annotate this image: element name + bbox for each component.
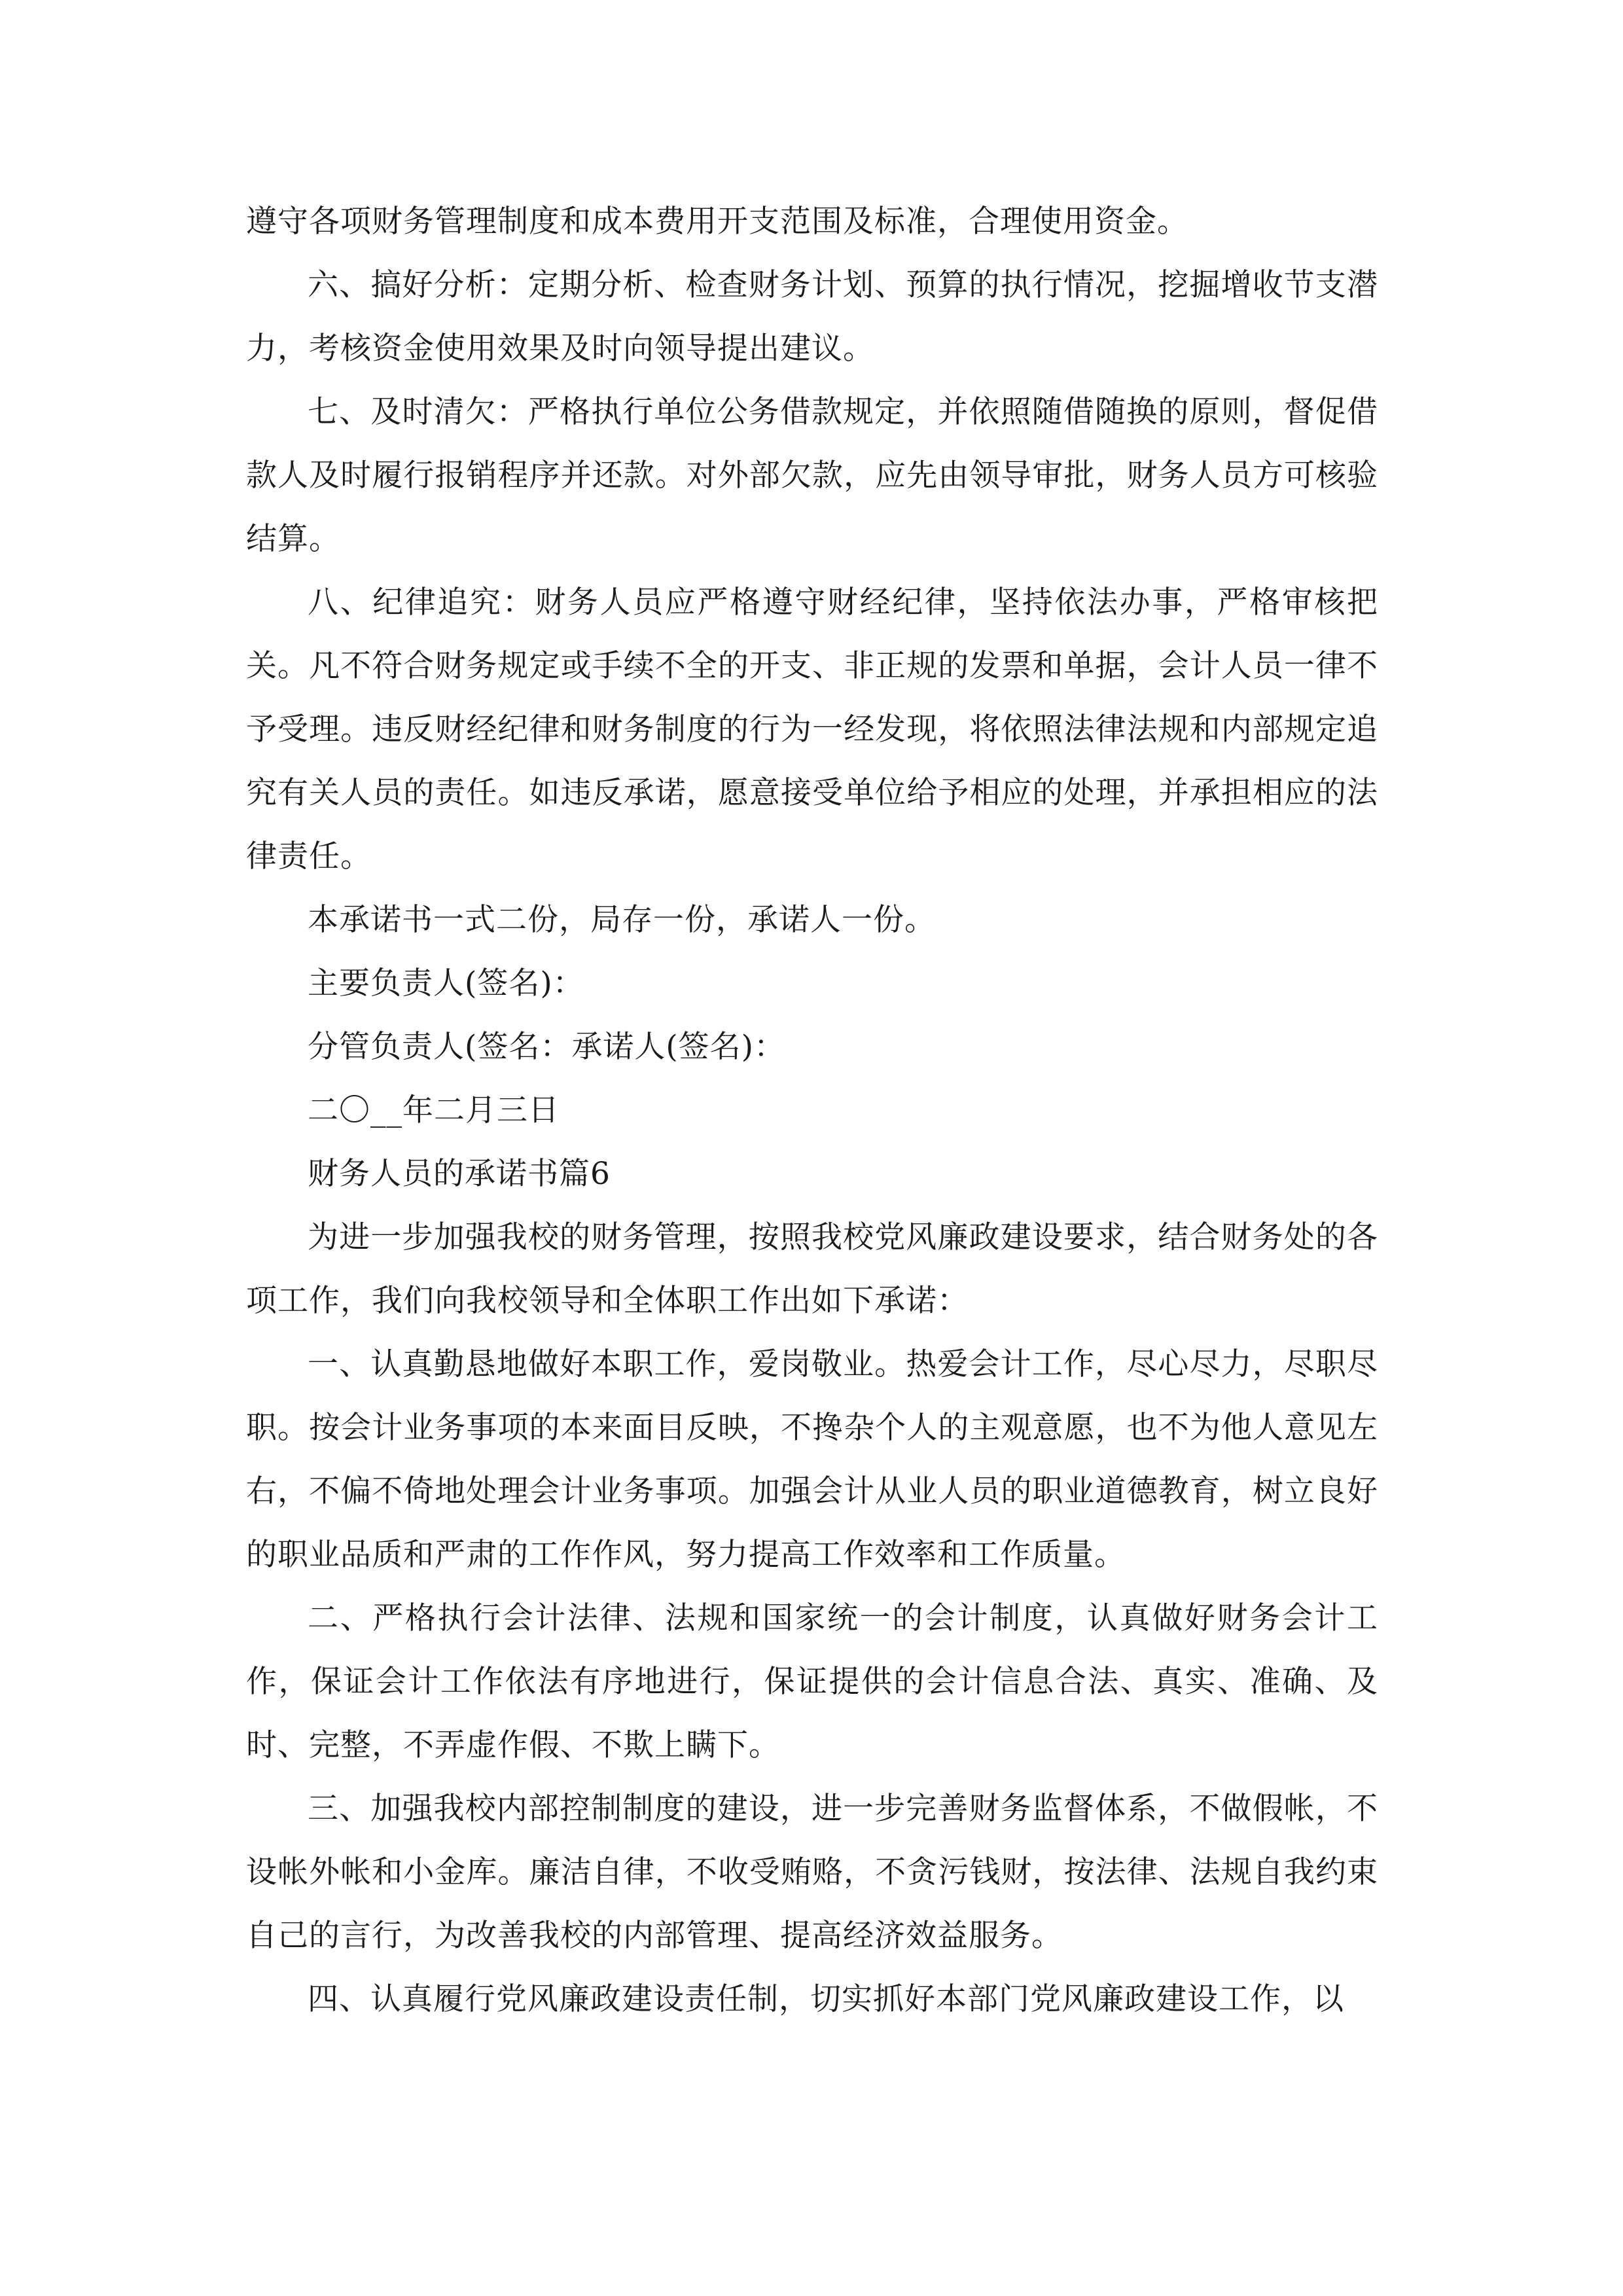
paragraph-pledge-3: 三、加强我校内部控制制度的建设，进一步完善财务监督体系，不做假帐，不设帐外帐和小金库。廉洁自律，不收受贿赂，不贪污钱财，按法律、法规自我约束自己的言行，为改善我校的内部管理、提高经济效益服务。 <box>246 1791 1378 1954</box>
paragraph-intro: 为进一步加强我校的财务管理，按照我校党风廉政建设要求，结合财务处的各项工作，我们向我校领导和全体职工作出如下承诺： <box>246 1219 1378 1319</box>
paragraph-pledge-1: 一、认真勤恳地做好本职工作，爱岗敬业。热爱会计工作，尽心尽力，尽职尽职。按会计业务事项的本来面目反映，不搀杂个人的主观意愿，也不为他人意见左右，不偏不倚地处理会计业务事项。加强会计从业人员的职业道德教育，树立良好的职业品质和严肃的工作作风，努力提高工作效率和工作质量。 <box>246 1346 1378 1573</box>
paragraph-copies: 本承诺书一式二份，局存一份，承诺人一份。 <box>308 902 936 938</box>
paragraph-pledge-4: 四、认真履行党风廉政建设责任制，切实抓好本部门党风廉政建设工作，以 <box>308 1981 1344 2017</box>
section-title: 财务人员的承诺书篇6 <box>308 1156 611 1192</box>
paragraph-continuation: 遵守各项财务管理制度和成本费用开支范围及标准，合理使用资金。 <box>246 204 1188 240</box>
document-page <box>246 190 1378 2031</box>
paragraph-item-6: 六、搞好分析：定期分析、检查财务计划、预算的执行情况，挖掘增收节支潜力，考核资金使用效果及时向领导提出建议。 <box>246 267 1378 367</box>
paragraph-pledge-2: 二、严格执行会计法律、法规和国家统一的会计制度，认真做好财务会计工作，保证会计工作依法有序地进行，保证提供的会计信息合法、真实、准确、及时、完整，不弄虚作假、不欺上瞒下。 <box>246 1600 1378 1763</box>
paragraph-item-7: 七、及时清欠：严格执行单位公务借款规定，并依照随借随换的原则，督促借款人及时履行报销程序并还款。对外部欠款，应先由领导审批，财务人员方可核验结算。 <box>246 394 1378 557</box>
document-date: 二〇__年二月三日 <box>308 1092 560 1128</box>
signature-deputy-responsible: 分管负责人(签名：承诺人(签名)： <box>308 1029 786 1065</box>
paragraph-item-8: 八、纪律追究：财务人员应严格遵守财经纪律，坚持依法办事，严格审核把关。凡不符合财务规定或手续不全的开支、非正规的发票和单据，会计人员一律不予受理。违反财经纪律和财务制度的行为一经发现，将依照法律法规和内部规定追究有关人员的责任。如违反承诺，愿意接受单位给予相应的处理，并承担相应的法律责任。 <box>246 584 1378 874</box>
signature-main-responsible: 主要负责人(签名)： <box>308 965 584 1001</box>
